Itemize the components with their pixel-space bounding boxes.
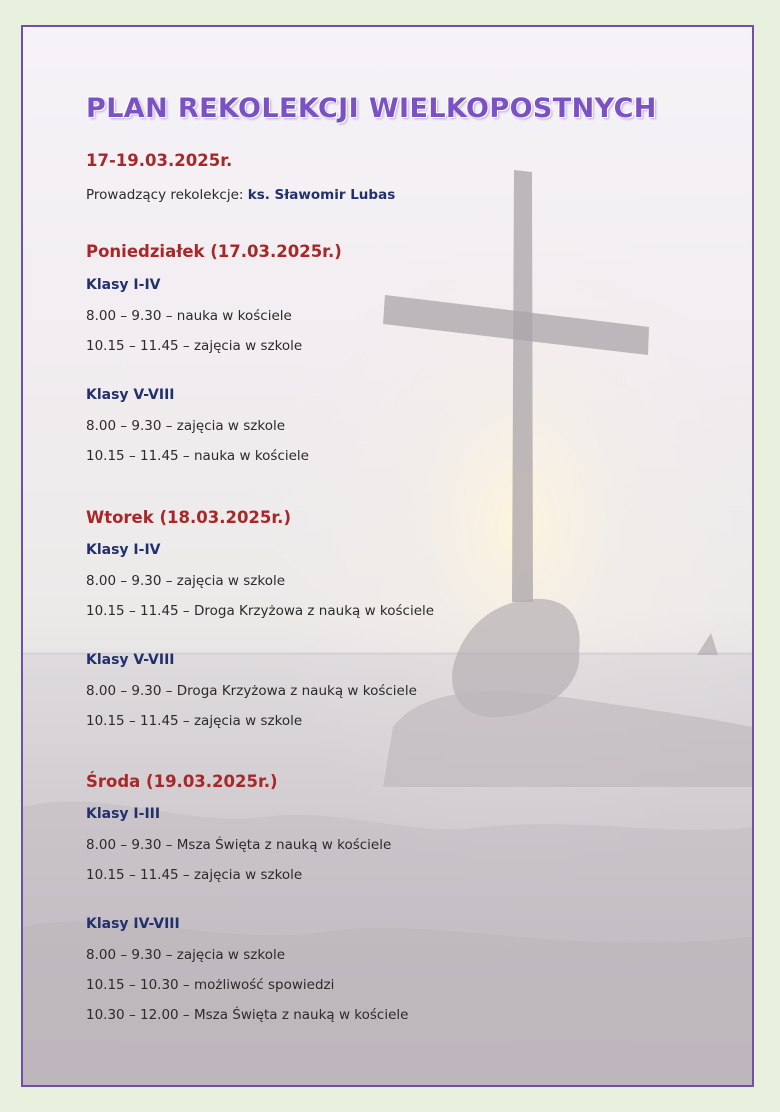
schedule-content <box>23 27 752 1085</box>
schedule-item: 8.00 – 9.30 – nauka w kościele <box>86 308 292 324</box>
day-heading-tuesday: Wtorek (18.03.2025r.) <box>86 508 291 527</box>
retreat-leader <box>86 187 395 203</box>
retreat-dates: 17-19.03.2025r. <box>86 151 233 170</box>
group-heading: Klasy I-III <box>86 806 161 822</box>
schedule-item: 10.15 – 11.45 – zajęcia w szkole <box>86 867 303 883</box>
page-title: PLAN REKOLEKCJI WIELKOPOSTNYCH <box>86 93 657 124</box>
day-heading-wednesday: Środa (19.03.2025r.) <box>86 772 278 791</box>
schedule-item: 10.30 – 12.00 – Msza Święta z nauką w kościele <box>86 1007 409 1023</box>
leader-name: ks. Sławomir Lubas <box>247 187 396 203</box>
page-frame <box>21 25 754 1087</box>
schedule-item: 8.00 – 9.30 – Droga Krzyżowa z nauką w kościele <box>86 683 417 699</box>
day-heading-monday: Poniedziałek (17.03.2025r.) <box>86 242 342 261</box>
group-heading: Klasy I-IV <box>86 277 161 293</box>
schedule-item: 8.00 – 9.30 – Msza Święta z nauką w kościele <box>86 837 392 853</box>
schedule-item: 10.15 – 10.30 – możliwość spowiedzi <box>86 977 335 993</box>
schedule-item: 8.00 – 9.30 – zajęcia w szkole <box>86 573 286 589</box>
leader-label: Prowadzący rekolekcje: <box>86 187 244 203</box>
group-heading: Klasy V-VIII <box>86 652 175 668</box>
schedule-item: 8.00 – 9.30 – zajęcia w szkole <box>86 418 286 434</box>
schedule-item: 8.00 – 9.30 – zajęcia w szkole <box>86 947 286 963</box>
group-heading: Klasy IV-VIII <box>86 916 180 932</box>
schedule-item: 10.15 – 11.45 – zajęcia w szkole <box>86 713 303 729</box>
schedule-item: 10.15 – 11.45 – zajęcia w szkole <box>86 338 303 354</box>
schedule-item: 10.15 – 11.45 – Droga Krzyżowa z nauką w kościele <box>86 603 435 619</box>
group-heading: Klasy I-IV <box>86 542 161 558</box>
schedule-item: 10.15 – 11.45 – nauka w kościele <box>86 448 309 464</box>
group-heading: Klasy V-VIII <box>86 387 175 403</box>
